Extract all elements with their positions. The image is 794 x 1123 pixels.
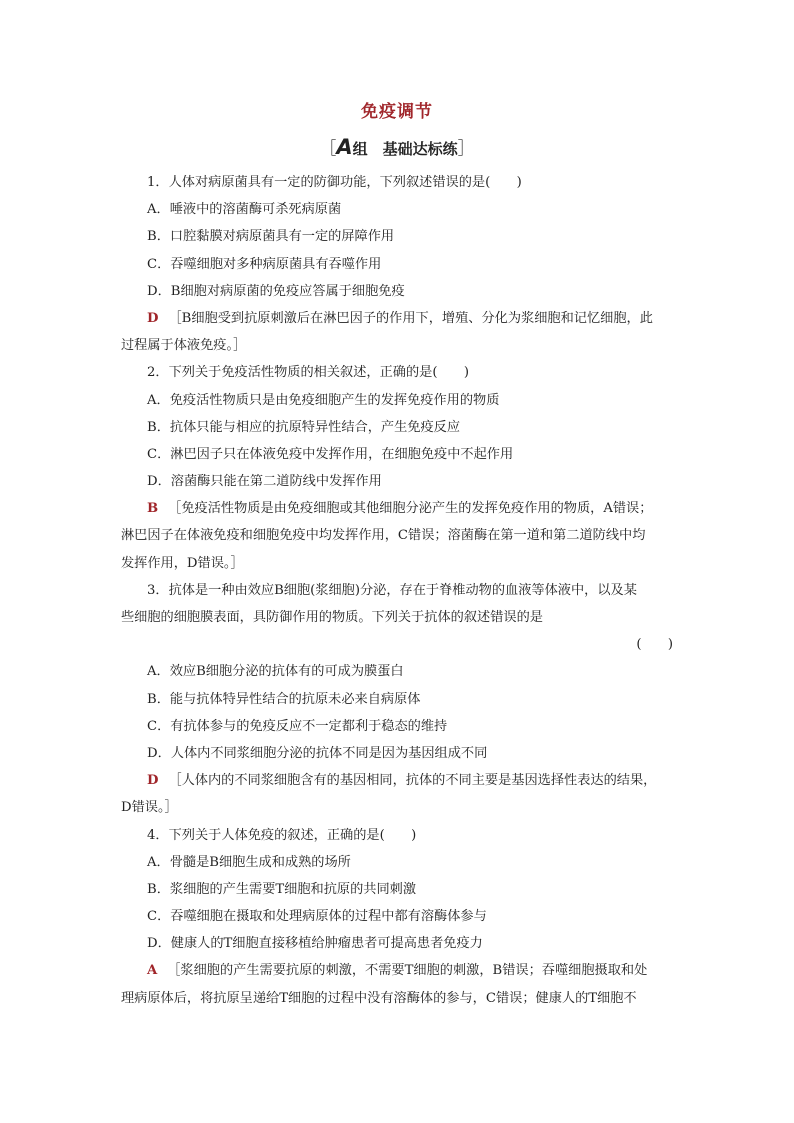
option-d: D．健康人的T细胞直接移植给肿瘤患者可提高患者免疫力	[147, 936, 483, 952]
option-d: D．B细胞对病原菌的免疫应答属于细胞免疫	[147, 283, 405, 299]
explanation-text: ［浆细胞的产生需要抗原的刺激，不需要T细胞的刺激，B错误；吞噬细胞摄取和处	[167, 963, 648, 979]
question-stem: 2．下列关于免疫活性物质的相关叙述，正确的是( )	[147, 365, 469, 381]
section-close-bracket: ］	[457, 139, 475, 159]
option-a: A．效应B细胞分泌的抗体有的可成为膜蛋白	[147, 664, 404, 680]
explanation-text: 发挥作用，D错误。］	[121, 555, 244, 571]
page-title: 免疫调节	[361, 102, 433, 122]
answer-parenthesis: ( )	[636, 637, 673, 653]
option-c: C．有抗体参与的免疫反应不一定都利于稳态的维持	[147, 718, 448, 734]
option-c: C．吞噬细胞在摄取和处理病原体的过程中都有溶酶体参与	[147, 909, 487, 925]
question-stem: 4．下列关于人体免疫的叙述，正确的是( )	[147, 827, 417, 843]
explanation-text: D错误。］	[121, 800, 178, 816]
option-b: B．抗体只能与相应的抗原特异性结合，产生免疫反应	[147, 419, 461, 435]
answer-explanation	[121, 957, 677, 984]
question-4	[121, 822, 677, 1012]
question-2	[121, 359, 677, 577]
option-c: C．吞噬细胞对多种病原菌具有吞噬作用	[147, 256, 382, 272]
explanation-text: 淋巴因子在体液免疫和细胞免疫中均发挥作用，C错误；溶菌酶在第一道和第二道防线中均	[121, 528, 646, 544]
explanation-text: ［人体内的不同浆细胞含有的基因相同，抗体的不同主要是基因选择性表达的结果，	[168, 773, 657, 789]
answer-letter: A	[147, 963, 158, 979]
answer-explanation	[121, 767, 677, 794]
explanation-text: 过程属于体液免疫。］	[121, 338, 247, 354]
answer-explanation	[121, 305, 677, 332]
section-label: 组 基础达标练	[352, 140, 458, 158]
question-3	[121, 577, 677, 822]
option-b: B．口腔黏膜对病原菌具有一定的屏障作用	[147, 229, 395, 245]
option-b: B．能与抗体特异性结合的抗原未必来自病原体	[147, 691, 421, 707]
answer-explanation	[121, 495, 677, 522]
option-a: A．唾液中的溶菌酶可杀死病原菌	[147, 202, 342, 218]
answer-letter: B	[147, 501, 159, 517]
question-list	[121, 169, 677, 1012]
answer-letter: D	[147, 310, 159, 326]
section-heading	[0, 134, 794, 159]
explanation-text: 理病原体后，将抗原呈递给T细胞的过程中没有溶酶体的参与，C错误；健康人的T细胞不	[121, 990, 637, 1006]
option-a: A．免疫活性物质只是由免疫细胞产生的发挥免疫作用的物质	[147, 392, 500, 408]
option-b: B．浆细胞的产生需要T细胞和抗原的共同刺激	[147, 881, 417, 897]
question-stem: 3．抗体是一种由效应B细胞(浆细胞)分泌，存在于脊椎动物的血液等体液中，以及某	[147, 582, 637, 598]
explanation-text: ［B细胞受到抗原刺激后在淋巴因子的作用下，增殖、分化为浆细胞和记忆细胞，此	[168, 310, 653, 326]
option-a: A．骨髓是B细胞生成和成熟的场所	[147, 854, 351, 870]
option-d: D．人体内不同浆细胞分泌的抗体不同是因为基因组成不同	[147, 745, 488, 761]
section-open-bracket: ［	[319, 139, 337, 159]
option-d: D．溶菌酶只能在第二道防线中发挥作用	[147, 474, 382, 490]
explanation-text: ［免疫活性物质是由免疫细胞或其他细胞分泌产生的发挥免疫作用的物质，A错误；	[168, 501, 653, 517]
question-stem: 1．人体对病原菌具有一定的防御功能，下列叙述错误的是( )	[147, 175, 522, 190]
section-group-letter: A	[336, 135, 353, 159]
answer-letter: D	[147, 773, 159, 789]
question-stem: 些细胞的细胞膜表面，具防御作用的物质。下列关于抗体的叙述错误的是	[121, 610, 543, 625]
question-1	[121, 169, 677, 359]
option-c: C．淋巴因子只在体液免疫中发挥作用，在细胞免疫中不起作用	[147, 446, 514, 462]
